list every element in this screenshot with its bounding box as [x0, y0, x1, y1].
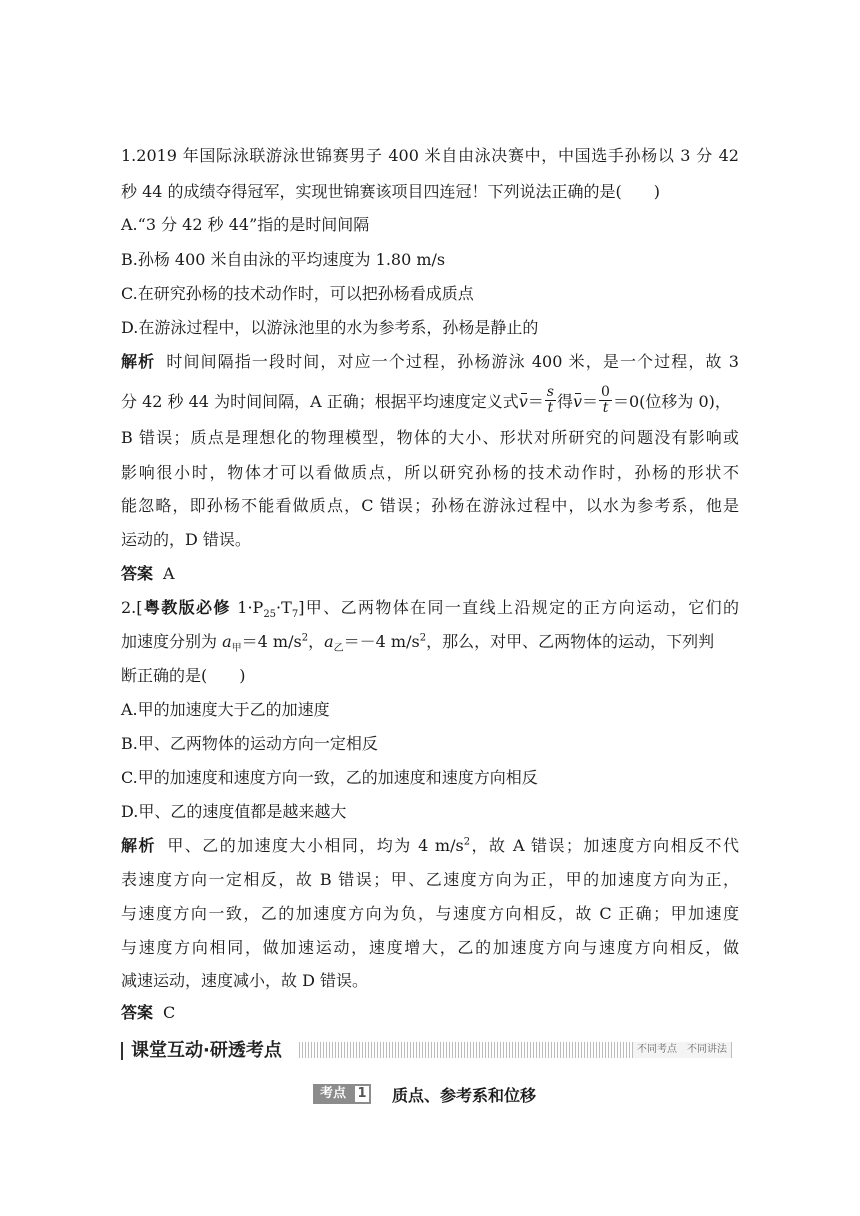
section-header-bar	[121, 1040, 733, 1062]
key-point-number: 1	[353, 1084, 371, 1104]
q2-analysis-line-4: 与速度方向相同，做加速运动，速度增大，乙的加速度方向与速度方向相反，做	[121, 938, 739, 957]
q1-analysis-text-1: 时间间隔指一段时间，对应一个过程，孙杨游泳 400 米，是一个过程，故 3	[165, 352, 739, 371]
q1-option-d: D.在游泳过程中，以游泳池里的水为参考系，孙杨是静止的	[121, 318, 539, 337]
fraction-denominator: t	[547, 400, 554, 416]
analysis-label: 解析	[121, 352, 156, 371]
superscript: 2	[419, 632, 427, 644]
comma: ，	[308, 632, 325, 651]
q1-option-a: A.“3 分 42 秒 44”指的是时间间隔	[121, 215, 370, 234]
answer-value: A	[163, 564, 175, 583]
q1-analysis-line-2	[121, 385, 739, 419]
q2-stem-line-3: 断正确的是( )	[121, 666, 246, 685]
q1-analysis-text-2b: ＝0(位移为 0)，	[612, 392, 731, 411]
answer-label: 答案	[121, 564, 154, 583]
fraction-numerator: s	[546, 384, 554, 400]
equals-sign: ＝	[582, 392, 599, 411]
superscript: 2	[301, 632, 309, 644]
subscript: 甲	[231, 643, 242, 655]
key-point-title: 质点、参考系和位移	[392, 1086, 537, 1105]
section-heading: 课堂互动·研透考点	[131, 1040, 282, 1061]
accel-value-yi: ＝－4 m/s	[343, 632, 420, 651]
q1-option-c: C.在研究孙杨的技术动作时，可以把孙杨看成质点	[121, 284, 474, 303]
section-tag: 不同考点 不同讲法	[633, 1042, 731, 1058]
subscript: 25	[263, 609, 277, 621]
q2-analysis-line-3: 与速度方向一致，乙的加速度方向为负，与速度方向相反，故 C 正确；甲加速度	[121, 904, 739, 923]
source-tag: 粤教版必修	[142, 598, 231, 617]
q2-stem-text-2b: ，那么，对甲、乙两物体的运动，下列判	[426, 632, 715, 651]
q1-stem-line-1: 1.2019 年国际泳联游泳世锦赛男子 400 米自由泳决赛中，中国选手孙杨以 3 分 42	[121, 146, 739, 165]
q1-analysis-line-5: 能忽略，即孙杨不能看做质点，C 错误；孙杨在游泳过程中，以水为参考系，他是	[121, 496, 739, 515]
subscript: 7	[291, 609, 299, 621]
source-ref: 1·P	[230, 598, 264, 617]
bracket-open: 2.[	[121, 598, 143, 617]
v-bar-symbol: v	[572, 392, 583, 411]
subscript: 乙	[333, 643, 344, 655]
answer-label: 答案	[121, 1003, 154, 1022]
superscript: 2	[463, 836, 471, 848]
q1-answer	[121, 564, 739, 584]
fraction-numerator: 0	[601, 384, 610, 400]
q2-stem-text-1: ]甲、乙两物体在同一直线上沿规定的正方向运动，它们的	[298, 598, 739, 617]
q2-analysis-line-2: 表速度方向一定相反，故 B 错误；甲、乙速度方向为正，甲的加速度方向为正，	[121, 870, 739, 889]
q2-analysis-text-1a: 甲、乙的加速度大小相同，均为 4 m/s	[165, 836, 464, 855]
fraction-0-over-t	[599, 385, 612, 416]
q1-analysis-line-3: B 错误；质点是理想化的物理模型，物体的大小、形状对所研究的问题没有影响或	[121, 428, 739, 447]
equals-sign: ＝	[527, 392, 544, 411]
fraction-s-over-t	[545, 385, 556, 416]
q2-analysis-line-5: 减速运动，速度减小，故 D 错误。	[121, 971, 369, 990]
q2-stem-line-1	[121, 598, 739, 621]
q2-stem-line-2	[121, 632, 739, 655]
key-point-badge	[313, 1084, 371, 1104]
q2-option-a: A.甲的加速度大于乙的加速度	[121, 700, 330, 719]
q2-answer	[121, 1003, 739, 1023]
section-left-rule	[121, 1042, 123, 1060]
q2-analysis-line-1	[121, 836, 739, 856]
key-point-label: 考点	[313, 1084, 353, 1104]
q1-option-b: B.孙杨 400 米自由泳的平均速度为 1.80 m/s	[121, 250, 446, 269]
source-ref: ·T	[276, 598, 292, 617]
accel-value-jia: ＝4 m/s	[241, 632, 302, 651]
answer-value: C	[163, 1003, 176, 1022]
accel-symbol: a	[324, 632, 334, 651]
v-bar-symbol: v	[518, 392, 528, 411]
q2-option-b: B.甲、乙两物体的运动方向一定相反	[121, 734, 378, 753]
q2-option-d: D.甲、乙的速度值都是越来越大	[121, 802, 347, 821]
q2-option-c: C.甲的加速度和速度方向一致，乙的加速度和速度方向相反	[121, 768, 538, 787]
word-de: 得	[556, 392, 573, 411]
q2-stem-text-2a: 加速度分别为	[121, 632, 218, 651]
q2-analysis-text-1b: ，故 A 错误；加速度方向相反不代	[470, 836, 739, 855]
q1-analysis-text-2a: 分 42 秒 44 为时间间隔，A 正确；根据平均速度定义式	[121, 392, 519, 411]
fraction-denominator: t	[602, 400, 609, 416]
q1-analysis-line-4: 影响很小时，物体才可以看做质点，所以研究孙杨的技术动作时，孙杨的形状不	[121, 463, 739, 482]
q1-stem-line-2: 秒 44 的成绩夺得冠军，实现世锦赛该项目四连冠！下列说法正确的是( )	[121, 182, 661, 201]
accel-symbol: a	[222, 632, 232, 651]
q1-analysis-line-6: 运动的，D 错误。	[121, 530, 251, 549]
analysis-label: 解析	[121, 836, 156, 855]
q1-analysis-line-1	[121, 352, 739, 372]
